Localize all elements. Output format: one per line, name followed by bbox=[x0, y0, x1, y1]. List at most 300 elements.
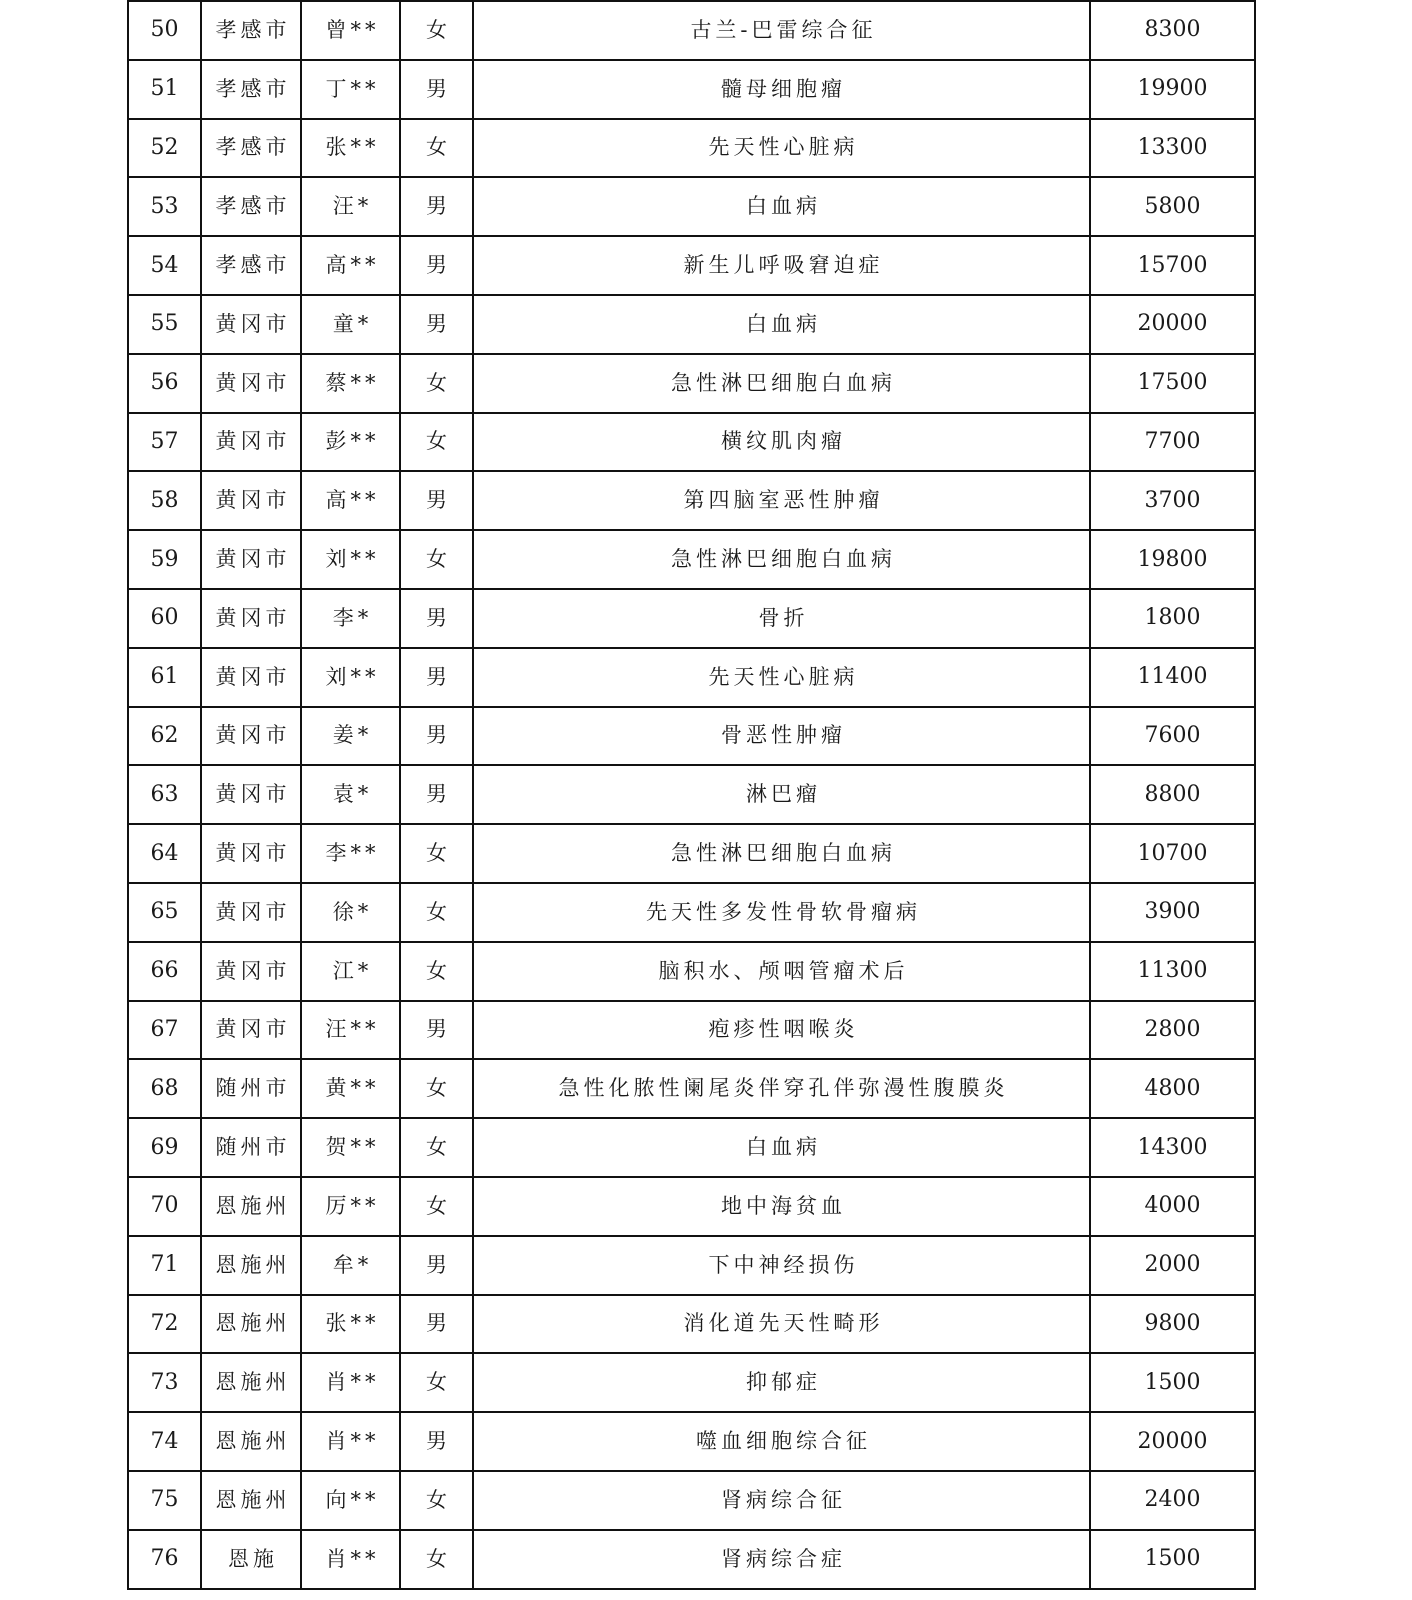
cell-city-text: 黄冈市 bbox=[215, 664, 291, 689]
cell-serial-number bbox=[128, 1295, 201, 1354]
table-row bbox=[128, 1412, 1255, 1471]
cell-disease bbox=[473, 1412, 1090, 1471]
cell-city bbox=[201, 413, 301, 472]
cell-sex-text: 女 bbox=[426, 135, 451, 160]
cell-disease-text: 髓母细胞瘤 bbox=[721, 76, 846, 101]
cell-city bbox=[201, 236, 301, 295]
cell-amount-text: 10700 bbox=[1137, 840, 1208, 866]
cell-serial-number bbox=[128, 1471, 201, 1530]
cell-sex-text: 女 bbox=[426, 547, 451, 572]
cell-sex bbox=[400, 530, 473, 589]
cell-serial-number bbox=[128, 413, 201, 472]
table-row bbox=[128, 236, 1255, 295]
cell-city bbox=[201, 471, 301, 530]
cell-disease-text: 骨折 bbox=[758, 605, 809, 630]
cell-name-text: 肖** bbox=[325, 1429, 380, 1454]
cell-name bbox=[301, 1412, 400, 1471]
cell-serial-number bbox=[128, 354, 201, 413]
cell-serial-number-text: 67 bbox=[150, 1016, 179, 1042]
table-row bbox=[128, 1177, 1255, 1236]
cell-city bbox=[201, 765, 301, 824]
cell-sex-text: 男 bbox=[426, 1311, 451, 1336]
cell-disease bbox=[473, 1, 1090, 60]
cell-disease-text: 先天性多发性骨软骨瘤病 bbox=[646, 899, 921, 924]
cell-sex bbox=[400, 1412, 473, 1471]
table-row bbox=[128, 60, 1255, 119]
cell-serial-number bbox=[128, 883, 201, 942]
cell-sex bbox=[400, 1059, 473, 1118]
cell-disease bbox=[473, 177, 1090, 236]
cell-city-text: 黄冈市 bbox=[215, 899, 291, 924]
cell-serial-number bbox=[128, 1353, 201, 1412]
table-row bbox=[128, 471, 1255, 530]
cell-amount bbox=[1090, 1236, 1255, 1295]
cell-name bbox=[301, 648, 400, 707]
cell-serial-number bbox=[128, 60, 201, 119]
cell-disease-text: 疱疹性咽喉炎 bbox=[708, 1017, 859, 1042]
cell-disease-text: 白血病 bbox=[746, 311, 821, 336]
cell-serial-number-text: 53 bbox=[150, 193, 179, 219]
cell-city-text: 恩施州 bbox=[215, 1487, 291, 1512]
cell-city-text: 黄冈市 bbox=[215, 429, 291, 454]
cell-city bbox=[201, 530, 301, 589]
table-row bbox=[128, 177, 1255, 236]
cell-serial-number-text: 61 bbox=[150, 664, 179, 690]
cell-amount-text: 3700 bbox=[1144, 487, 1201, 513]
cell-city-text: 黄冈市 bbox=[215, 723, 291, 748]
cell-disease bbox=[473, 707, 1090, 766]
cell-disease bbox=[473, 295, 1090, 354]
cell-sex-text: 女 bbox=[426, 899, 451, 924]
cell-city-text: 孝感市 bbox=[215, 253, 291, 278]
cell-sex-text: 男 bbox=[426, 723, 451, 748]
cell-city bbox=[201, 1412, 301, 1471]
cell-amount-text: 1500 bbox=[1144, 1369, 1201, 1395]
cell-amount-text: 7600 bbox=[1144, 722, 1201, 748]
cell-serial-number bbox=[128, 648, 201, 707]
cell-sex-text: 女 bbox=[426, 1370, 451, 1395]
cell-serial-number bbox=[128, 177, 201, 236]
cell-city-text: 随州市 bbox=[215, 1076, 291, 1101]
cell-amount-text: 1800 bbox=[1144, 605, 1201, 631]
cell-sex-text: 男 bbox=[426, 782, 451, 807]
cell-city bbox=[201, 60, 301, 119]
cell-name-text: 张** bbox=[325, 1311, 380, 1336]
table-row bbox=[128, 765, 1255, 824]
cell-disease-text: 消化道先天性畸形 bbox=[683, 1311, 884, 1336]
cell-name-text: 肖** bbox=[325, 1546, 380, 1571]
cell-city-text: 恩施州 bbox=[215, 1370, 291, 1395]
cell-amount bbox=[1090, 707, 1255, 766]
cell-name-text: 贺** bbox=[325, 1135, 380, 1160]
cell-city bbox=[201, 177, 301, 236]
cell-name-text: 厉** bbox=[325, 1193, 380, 1218]
cell-disease-text: 地中海贫血 bbox=[721, 1193, 846, 1218]
cell-name-text: 肖** bbox=[325, 1370, 380, 1395]
cell-city bbox=[201, 1471, 301, 1530]
cell-serial-number bbox=[128, 1412, 201, 1471]
cell-sex-text: 男 bbox=[426, 1429, 451, 1454]
cell-amount-text: 2800 bbox=[1144, 1016, 1201, 1042]
cell-name bbox=[301, 942, 400, 1001]
cell-amount bbox=[1090, 236, 1255, 295]
cell-serial-number bbox=[128, 471, 201, 530]
cell-name bbox=[301, 1530, 400, 1589]
cell-disease-text: 急性淋巴细胞白血病 bbox=[671, 370, 896, 395]
cell-serial-number bbox=[128, 1236, 201, 1295]
cell-name bbox=[301, 471, 400, 530]
cell-serial-number-text: 71 bbox=[150, 1252, 179, 1278]
cell-name bbox=[301, 60, 400, 119]
cell-name-text: 彭** bbox=[325, 429, 380, 454]
cell-name bbox=[301, 1295, 400, 1354]
cell-name-text: 高** bbox=[325, 488, 380, 513]
table-row bbox=[128, 1471, 1255, 1530]
cell-serial-number bbox=[128, 530, 201, 589]
cell-disease-text: 白血病 bbox=[746, 194, 821, 219]
cell-sex bbox=[400, 177, 473, 236]
cell-amount-text: 9800 bbox=[1144, 1310, 1201, 1336]
cell-sex-text: 男 bbox=[426, 664, 451, 689]
cell-amount bbox=[1090, 942, 1255, 1001]
cell-amount-text: 8300 bbox=[1144, 17, 1201, 43]
cell-name bbox=[301, 1118, 400, 1177]
table-row bbox=[128, 1353, 1255, 1412]
cell-disease-text: 新生儿呼吸窘迫症 bbox=[683, 253, 884, 278]
cell-serial-number-text: 63 bbox=[150, 781, 179, 807]
cell-disease-text: 古兰-巴雷综合征 bbox=[690, 17, 877, 42]
cell-sex bbox=[400, 119, 473, 178]
cell-name bbox=[301, 177, 400, 236]
cell-name-text: 刘** bbox=[325, 547, 380, 572]
cell-amount-text: 7700 bbox=[1144, 428, 1201, 454]
cell-amount bbox=[1090, 1471, 1255, 1530]
cell-sex bbox=[400, 765, 473, 824]
cell-name-text: 汪* bbox=[332, 194, 373, 219]
cell-city bbox=[201, 354, 301, 413]
cell-amount bbox=[1090, 354, 1255, 413]
cell-sex-text: 男 bbox=[426, 1252, 451, 1277]
cell-name bbox=[301, 707, 400, 766]
cell-amount bbox=[1090, 60, 1255, 119]
cell-amount-text: 4000 bbox=[1144, 1193, 1201, 1219]
cell-disease bbox=[473, 589, 1090, 648]
cell-sex bbox=[400, 648, 473, 707]
cell-sex bbox=[400, 60, 473, 119]
cell-disease-text: 下中神经损伤 bbox=[708, 1252, 859, 1277]
cell-disease bbox=[473, 354, 1090, 413]
cell-serial-number-text: 70 bbox=[150, 1193, 179, 1219]
cell-serial-number bbox=[128, 1177, 201, 1236]
cell-disease bbox=[473, 1001, 1090, 1060]
cell-disease-text: 急性淋巴细胞白血病 bbox=[671, 841, 896, 866]
cell-amount bbox=[1090, 883, 1255, 942]
cell-amount bbox=[1090, 765, 1255, 824]
cell-sex-text: 女 bbox=[426, 958, 451, 983]
cell-name-text: 丁** bbox=[325, 76, 380, 101]
table-row bbox=[128, 119, 1255, 178]
cell-name bbox=[301, 1353, 400, 1412]
cell-name-text: 高** bbox=[325, 253, 380, 278]
cell-city bbox=[201, 1530, 301, 1589]
cell-city-text: 孝感市 bbox=[215, 17, 291, 42]
cell-serial-number-text: 59 bbox=[150, 546, 179, 572]
cell-sex-text: 女 bbox=[426, 429, 451, 454]
cell-name-text: 袁* bbox=[332, 782, 373, 807]
cell-disease-text: 急性化脓性阑尾炎伴穿孔伴弥漫性腹膜炎 bbox=[558, 1076, 1009, 1101]
cell-serial-number bbox=[128, 707, 201, 766]
cell-sex bbox=[400, 1, 473, 60]
cell-disease-text: 肾病综合征 bbox=[721, 1487, 846, 1512]
table-row bbox=[128, 1118, 1255, 1177]
cell-amount bbox=[1090, 530, 1255, 589]
cell-sex-text: 男 bbox=[426, 194, 451, 219]
cell-city-text: 孝感市 bbox=[215, 135, 291, 160]
table-row bbox=[128, 295, 1255, 354]
cell-amount bbox=[1090, 1, 1255, 60]
cell-disease bbox=[473, 1295, 1090, 1354]
cell-name-text: 童* bbox=[332, 311, 373, 336]
cell-disease-text: 淋巴瘤 bbox=[746, 782, 821, 807]
cell-amount-text: 2400 bbox=[1144, 1487, 1201, 1513]
cell-serial-number-text: 73 bbox=[150, 1369, 179, 1395]
cell-city-text: 黄冈市 bbox=[215, 547, 291, 572]
cell-name bbox=[301, 530, 400, 589]
cell-city bbox=[201, 1118, 301, 1177]
cell-city bbox=[201, 295, 301, 354]
cell-amount bbox=[1090, 1001, 1255, 1060]
cell-name bbox=[301, 295, 400, 354]
cell-sex-text: 女 bbox=[426, 1076, 451, 1101]
cell-sex-text: 女 bbox=[426, 1193, 451, 1218]
cell-serial-number-text: 52 bbox=[150, 134, 179, 160]
cell-name-text: 李** bbox=[325, 841, 380, 866]
cell-city bbox=[201, 589, 301, 648]
cell-disease bbox=[473, 765, 1090, 824]
cell-amount bbox=[1090, 413, 1255, 472]
cell-amount-text: 13300 bbox=[1137, 134, 1208, 160]
cell-name-text: 蔡** bbox=[325, 370, 380, 395]
cell-name bbox=[301, 1471, 400, 1530]
cell-sex-text: 女 bbox=[426, 17, 451, 42]
cell-sex bbox=[400, 824, 473, 883]
cell-serial-number bbox=[128, 119, 201, 178]
cell-amount-text: 19800 bbox=[1137, 546, 1208, 572]
cell-disease bbox=[473, 1177, 1090, 1236]
cell-sex bbox=[400, 236, 473, 295]
cell-name-text: 江* bbox=[332, 958, 373, 983]
cell-city-text: 黄冈市 bbox=[215, 782, 291, 807]
cell-amount-text: 1500 bbox=[1144, 1546, 1201, 1572]
cell-amount-text: 11300 bbox=[1137, 958, 1208, 984]
table-row bbox=[128, 648, 1255, 707]
cell-disease-text: 脑积水、颅咽管瘤术后 bbox=[658, 958, 909, 983]
cell-amount bbox=[1090, 1059, 1255, 1118]
cell-serial-number bbox=[128, 1001, 201, 1060]
table-row bbox=[128, 942, 1255, 1001]
cell-amount bbox=[1090, 177, 1255, 236]
cell-disease bbox=[473, 1059, 1090, 1118]
table-row bbox=[128, 1236, 1255, 1295]
cell-name-text: 黄** bbox=[325, 1076, 380, 1101]
cell-disease bbox=[473, 471, 1090, 530]
cell-sex-text: 男 bbox=[426, 76, 451, 101]
cell-city bbox=[201, 824, 301, 883]
cell-name bbox=[301, 824, 400, 883]
cell-name-text: 牟* bbox=[332, 1252, 373, 1277]
cell-disease-text: 第四脑室恶性肿瘤 bbox=[683, 488, 884, 513]
cell-name bbox=[301, 236, 400, 295]
cell-amount bbox=[1090, 1530, 1255, 1589]
cell-sex bbox=[400, 1530, 473, 1589]
cell-serial-number bbox=[128, 1059, 201, 1118]
cell-serial-number-text: 60 bbox=[150, 605, 179, 631]
cell-city-text: 黄冈市 bbox=[215, 958, 291, 983]
cell-sex bbox=[400, 589, 473, 648]
cell-serial-number bbox=[128, 589, 201, 648]
cell-disease-text: 急性淋巴细胞白血病 bbox=[671, 547, 896, 572]
assistance-list-sheet bbox=[127, 0, 1254, 1590]
cell-serial-number bbox=[128, 236, 201, 295]
cell-amount-text: 20000 bbox=[1137, 1428, 1208, 1454]
cell-name bbox=[301, 589, 400, 648]
cell-sex-text: 女 bbox=[426, 370, 451, 395]
cell-disease bbox=[473, 413, 1090, 472]
table-row bbox=[128, 530, 1255, 589]
cell-name bbox=[301, 1001, 400, 1060]
table-body bbox=[128, 1, 1255, 1589]
cell-disease bbox=[473, 824, 1090, 883]
cell-city bbox=[201, 883, 301, 942]
cell-amount-text: 3900 bbox=[1144, 899, 1201, 925]
cell-serial-number bbox=[128, 765, 201, 824]
cell-name-text: 张** bbox=[325, 135, 380, 160]
cell-sex-text: 女 bbox=[426, 1487, 451, 1512]
cell-amount-text: 19900 bbox=[1137, 76, 1208, 102]
cell-city bbox=[201, 119, 301, 178]
cell-city-text: 黄冈市 bbox=[215, 605, 291, 630]
cell-disease-text: 白血病 bbox=[746, 1135, 821, 1160]
cell-sex-text: 女 bbox=[426, 841, 451, 866]
table-row bbox=[128, 883, 1255, 942]
cell-name-text: 向** bbox=[325, 1487, 380, 1512]
cell-amount bbox=[1090, 648, 1255, 707]
cell-city bbox=[201, 648, 301, 707]
cell-serial-number-text: 75 bbox=[150, 1487, 179, 1513]
cell-serial-number bbox=[128, 1, 201, 60]
cell-serial-number-text: 54 bbox=[150, 252, 179, 278]
cell-sex bbox=[400, 1001, 473, 1060]
cell-sex bbox=[400, 295, 473, 354]
table-row bbox=[128, 354, 1255, 413]
cell-disease bbox=[473, 60, 1090, 119]
cell-serial-number bbox=[128, 942, 201, 1001]
cell-city bbox=[201, 1059, 301, 1118]
cell-serial-number-text: 57 bbox=[150, 428, 179, 454]
cell-amount-text: 20000 bbox=[1137, 311, 1208, 337]
cell-sex bbox=[400, 1177, 473, 1236]
cell-sex-text: 女 bbox=[426, 1135, 451, 1160]
cell-amount-text: 8800 bbox=[1144, 781, 1201, 807]
cell-name bbox=[301, 354, 400, 413]
cell-serial-number-text: 72 bbox=[150, 1310, 179, 1336]
cell-disease-text: 抑郁症 bbox=[746, 1370, 821, 1395]
cell-city-text: 孝感市 bbox=[215, 76, 291, 101]
table-row bbox=[128, 1001, 1255, 1060]
cell-disease-text: 噬血细胞综合征 bbox=[696, 1429, 871, 1454]
cell-amount bbox=[1090, 119, 1255, 178]
cell-city bbox=[201, 707, 301, 766]
cell-city bbox=[201, 1, 301, 60]
cell-serial-number-text: 74 bbox=[150, 1428, 179, 1454]
table-row bbox=[128, 413, 1255, 472]
cell-sex-text: 男 bbox=[426, 311, 451, 336]
cell-amount-text: 5800 bbox=[1144, 193, 1201, 219]
cell-sex bbox=[400, 1236, 473, 1295]
table-row bbox=[128, 589, 1255, 648]
cell-amount-text: 4800 bbox=[1144, 1075, 1201, 1101]
cell-serial-number-text: 64 bbox=[150, 840, 179, 866]
cell-sex bbox=[400, 471, 473, 530]
cell-city-text: 黄冈市 bbox=[215, 1017, 291, 1042]
cell-amount bbox=[1090, 589, 1255, 648]
cell-name bbox=[301, 1177, 400, 1236]
cell-disease bbox=[473, 119, 1090, 178]
cell-sex bbox=[400, 1295, 473, 1354]
cell-sex bbox=[400, 354, 473, 413]
cell-amount-text: 11400 bbox=[1137, 664, 1208, 690]
cell-disease bbox=[473, 1471, 1090, 1530]
cell-serial-number bbox=[128, 295, 201, 354]
assistance-table bbox=[127, 0, 1256, 1590]
cell-serial-number bbox=[128, 824, 201, 883]
cell-sex bbox=[400, 707, 473, 766]
cell-sex-text: 男 bbox=[426, 1017, 451, 1042]
cell-disease bbox=[473, 883, 1090, 942]
cell-serial-number bbox=[128, 1118, 201, 1177]
cell-amount bbox=[1090, 1295, 1255, 1354]
cell-city bbox=[201, 1177, 301, 1236]
cell-disease bbox=[473, 942, 1090, 1001]
cell-amount-text: 14300 bbox=[1137, 1134, 1208, 1160]
cell-serial-number-text: 68 bbox=[150, 1075, 179, 1101]
cell-city-text: 恩施州 bbox=[215, 1311, 291, 1336]
cell-city bbox=[201, 1001, 301, 1060]
cell-amount-text: 15700 bbox=[1137, 252, 1208, 278]
cell-name bbox=[301, 413, 400, 472]
table-row bbox=[128, 1295, 1255, 1354]
cell-amount bbox=[1090, 471, 1255, 530]
cell-amount bbox=[1090, 1353, 1255, 1412]
cell-city-text: 孝感市 bbox=[215, 194, 291, 219]
cell-serial-number-text: 76 bbox=[150, 1546, 179, 1572]
cell-serial-number-text: 50 bbox=[150, 17, 179, 43]
cell-sex-text: 男 bbox=[426, 253, 451, 278]
cell-disease bbox=[473, 1353, 1090, 1412]
cell-serial-number-text: 66 bbox=[150, 958, 179, 984]
cell-disease bbox=[473, 530, 1090, 589]
cell-disease bbox=[473, 1236, 1090, 1295]
cell-name-text: 李* bbox=[332, 605, 373, 630]
cell-city bbox=[201, 1236, 301, 1295]
table-row bbox=[128, 1, 1255, 60]
cell-disease-text: 先天性心脏病 bbox=[708, 135, 859, 160]
cell-sex bbox=[400, 1118, 473, 1177]
cell-amount bbox=[1090, 295, 1255, 354]
cell-name bbox=[301, 765, 400, 824]
cell-name bbox=[301, 1059, 400, 1118]
cell-disease bbox=[473, 648, 1090, 707]
